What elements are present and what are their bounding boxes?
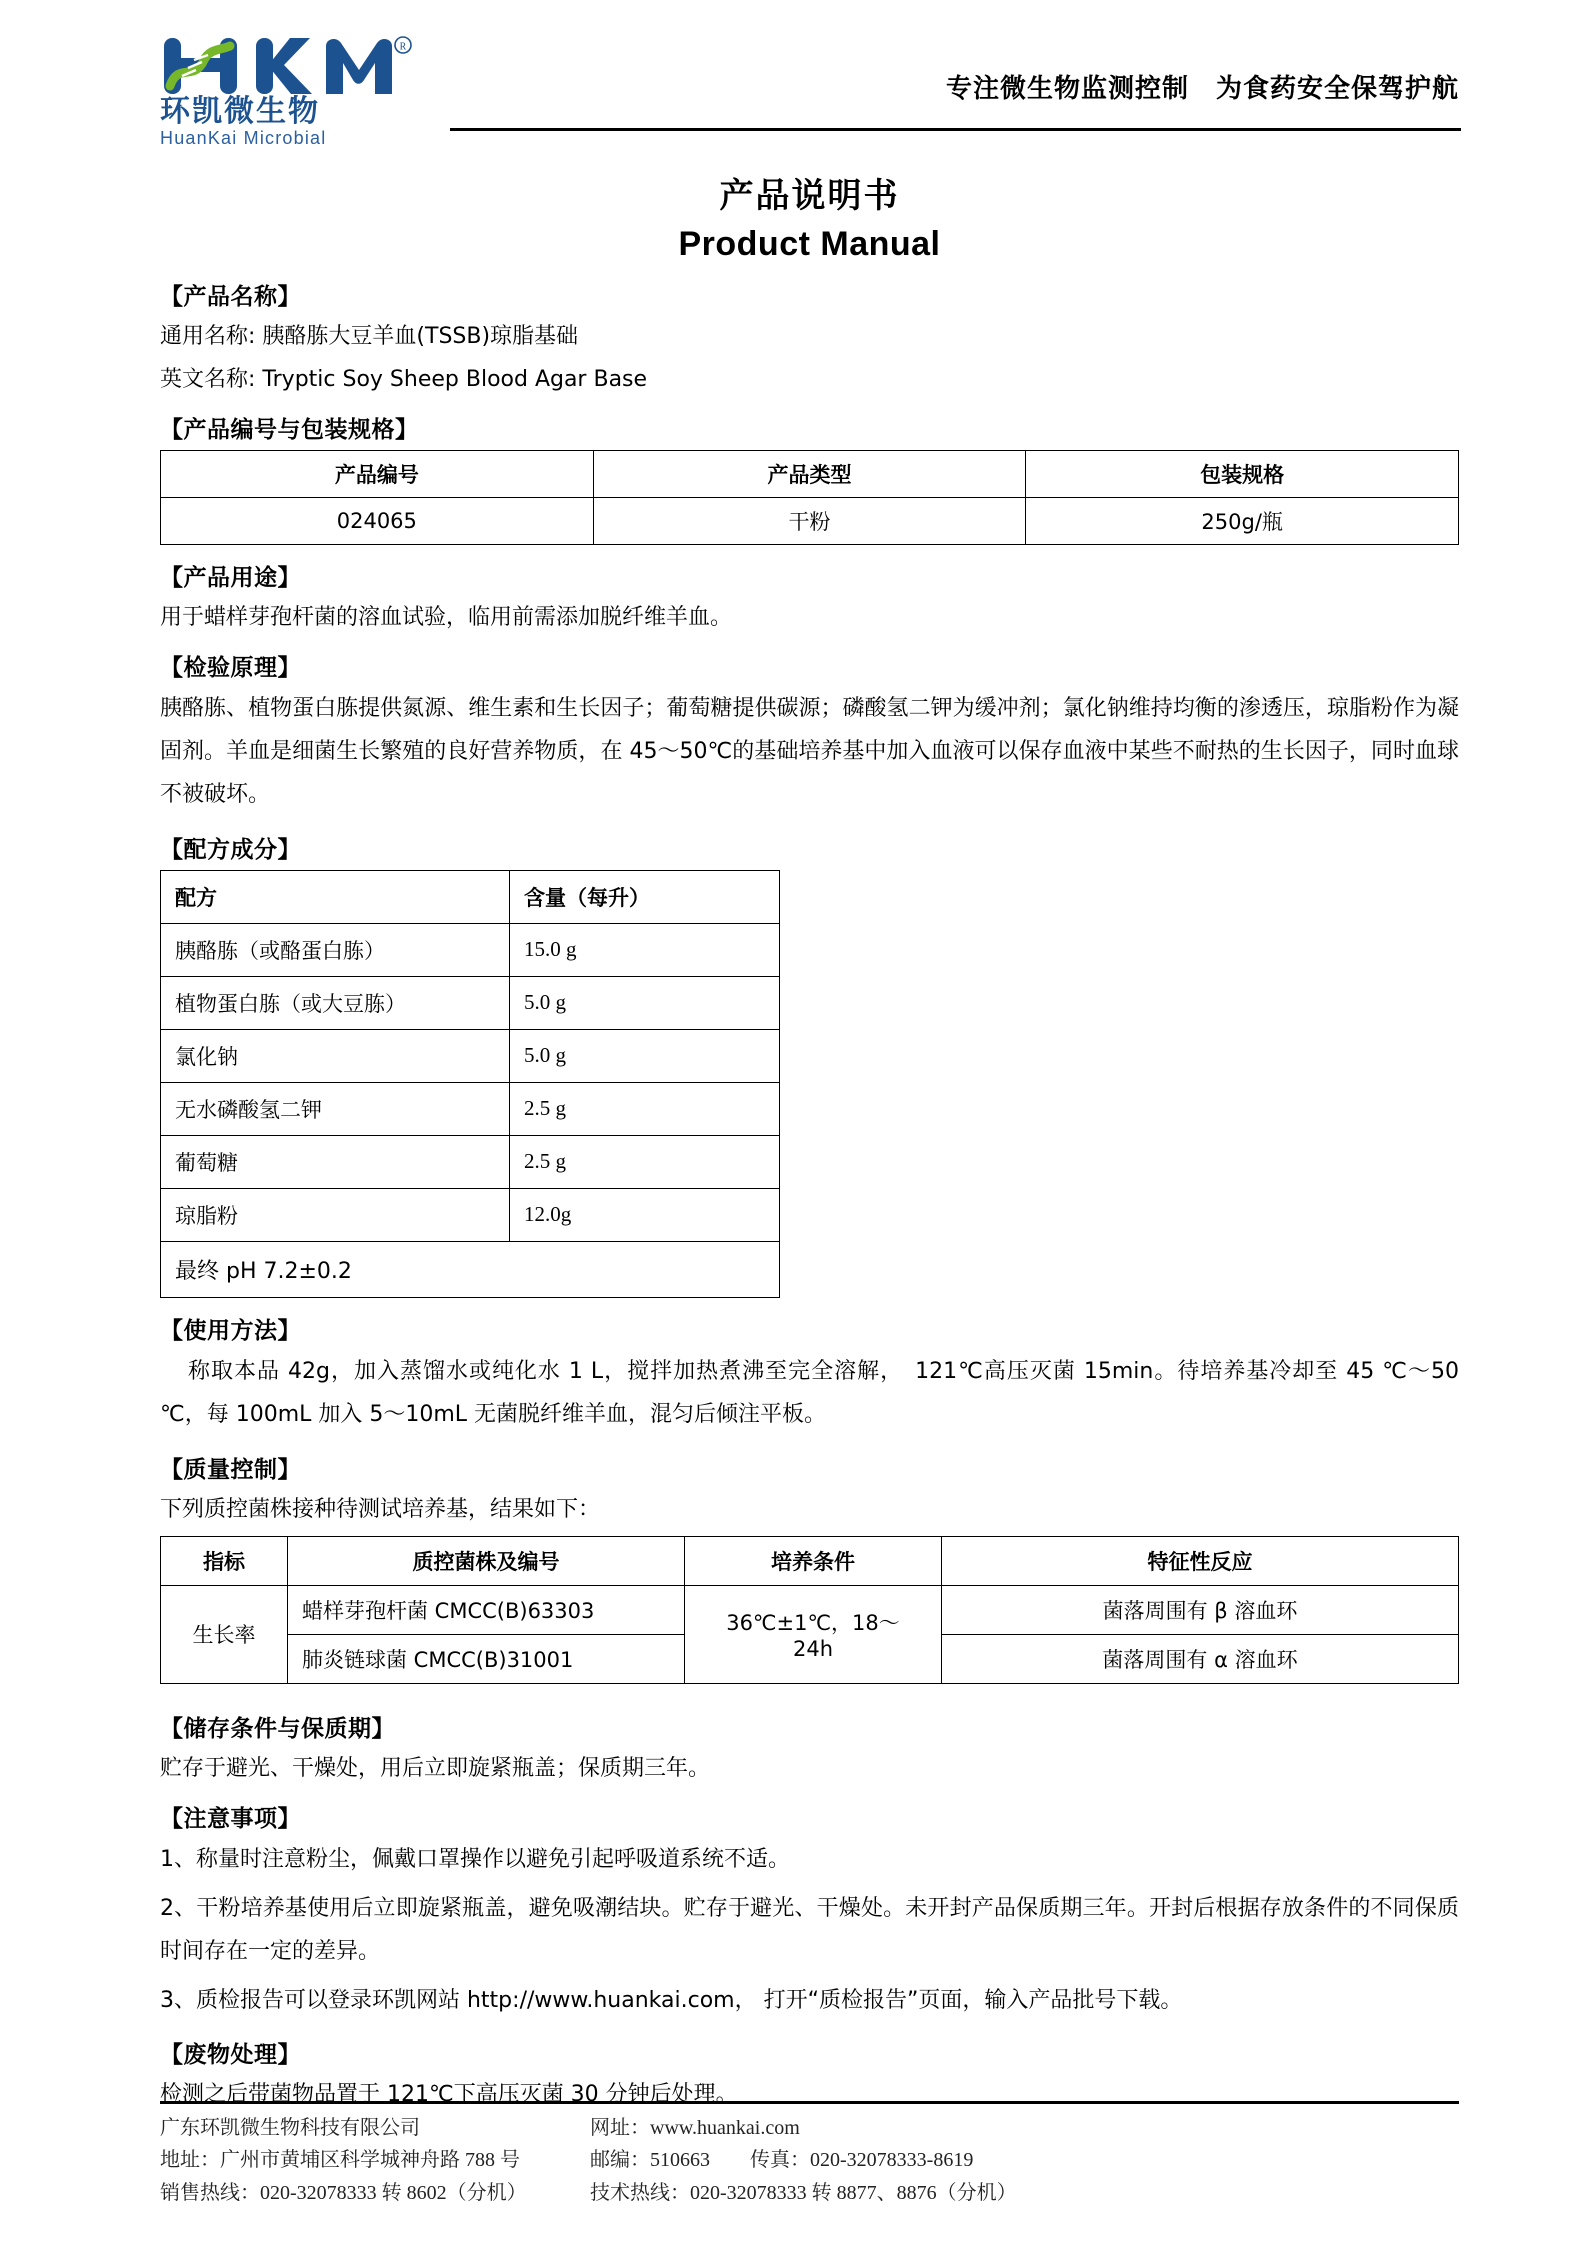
method-text: 称取本品 42g，加入蒸馏水或纯化水 1 L，搅拌加热煮沸至完全溶解， 121℃高压灭菌 15min。待培养基冷却至 45 ℃～50 ℃，每 100mL 加入 5～10mL 无菌脱纤维羊血，混匀后倾注平板。 (160, 1358, 1459, 1427)
footer-tech-hotline: 技术热线：020-32078333 转 8877、8876（分机） (590, 2181, 1017, 2204)
purpose-text: 用于蜡样芽孢杆菌的溶血试验，临用前需添加脱纤维羊血。 (160, 605, 733, 631)
product-english-name-row (160, 363, 1459, 397)
column-header-amount: 含量（每升） (510, 870, 780, 923)
page-title-chinese: 产品说明书 (719, 176, 900, 216)
english-name-label: 英文名称: (160, 367, 256, 393)
section-heading-spec: 【产品编号与包装规格】 (160, 417, 419, 444)
column-header-strain: 质控菌株及编号 (288, 1536, 685, 1585)
section-heading-principle: 【检验原理】 (160, 655, 301, 682)
footer-address: 地址：广州市黄埔区科学城神舟路 788 号 (160, 2149, 520, 2172)
section-heading-formula: 【配方成分】 (160, 836, 301, 863)
precaution-item: 2、干粉培养基使用后立即旋紧瓶盖，避免吸潮结块。贮存于避光、干燥处。未开封产品保质期三年。开封后根据存放条件的不同保质时间存在一定的差异。 (160, 1895, 1459, 1964)
cell-product-type: 干粉 (593, 498, 1026, 545)
section-heading-storage: 【储存条件与保质期】 (160, 1715, 395, 1742)
cell-culture-condition (685, 1585, 942, 1683)
logo-english-name: HuanKai Microbial (160, 127, 327, 148)
table-header-row (161, 451, 1459, 498)
quality-control-table (160, 1536, 1459, 1684)
footer-sales-hotline: 销售热线：020-32078333 转 8602（分机） (160, 2181, 527, 2204)
header-divider (450, 128, 1461, 131)
section-heading-quality-control: 【质量控制】 (160, 1456, 301, 1483)
footer-postcode-fax: 邮编：510663 传真：020-32078333-8619 (590, 2149, 974, 2172)
cell-ingredient-name: 葡萄糖 (161, 1135, 510, 1188)
column-header-reaction: 特征性反应 (942, 1536, 1459, 1585)
product-common-name-row (160, 320, 1459, 354)
table-row (161, 1585, 1459, 1634)
footer-company-name: 广东环凯微生物科技有限公司 (160, 2116, 420, 2139)
common-name-value: 胰酪胨大豆羊血(TSSB)琼脂基础 (262, 324, 579, 349)
cell-ingredient-name: 无水磷酸氢二钾 (161, 1082, 510, 1135)
column-header-ingredient: 配方 (161, 870, 510, 923)
column-header-condition: 培养条件 (685, 1536, 942, 1585)
common-name-label: 通用名称: (160, 324, 256, 349)
svg-text:R: R (399, 41, 407, 53)
footer-column-left (160, 2112, 590, 2209)
footer-column-right (590, 2112, 1459, 2209)
cell-final-ph: 最终 pH 7.2±0.2 (161, 1241, 780, 1297)
page-footer (160, 2101, 1459, 2209)
english-name-value: Tryptic Soy Sheep Blood Agar Base (262, 367, 648, 393)
cell-metric-growth-rate: 生长率 (161, 1585, 288, 1683)
hkm-logo-icon (160, 36, 438, 98)
precaution-item: 1、称量时注意粉尘，佩戴口罩操作以避免引起呼吸道系统不适。 (160, 1846, 790, 1872)
table-row (161, 1188, 780, 1241)
table-row (161, 498, 1459, 545)
cell-ingredient-amount: 5.0 g (510, 976, 780, 1029)
storage-text: 贮存于避光、干燥处，用后立即旋紧瓶盖；保质期三年。 (160, 1755, 711, 1781)
table-row-ph (161, 1241, 780, 1297)
column-header-product-code: 产品编号 (161, 451, 594, 498)
table-row (161, 1082, 780, 1135)
precaution-item: 3、质检报告可以登录环凯网站 http://www.huankai.com， 打开“质检报告”页面，输入产品批号下载。 (160, 1987, 1183, 2013)
cell-ingredient-name: 氯化钠 (161, 1029, 510, 1082)
principle-text: 胰酪胨、植物蛋白胨提供氮源、维生素和生长因子；葡萄糖提供碳源；磷酸氢二钾为缓冲剂；氯化钠维持均衡的渗透压，琼脂粉作为凝固剂。羊血是细菌生长繁殖的良好营养物质，在 45～50℃的基础培养基中加入血液可以保存血液中某些不耐热的生长因子，同时血球不被破坏。 (160, 696, 1459, 808)
footer-contact-grid (160, 2112, 1459, 2209)
column-header-package-spec: 包装规格 (1026, 451, 1459, 498)
section-heading-product-name: 【产品名称】 (160, 284, 301, 310)
header-slogan: 专注微生物监测控制 为食药安全保驾护航 (945, 74, 1459, 104)
table-row (161, 1029, 780, 1082)
section-heading-purpose: 【产品用途】 (160, 565, 301, 592)
company-logo (160, 36, 450, 148)
page-header (160, 30, 1459, 150)
table-header-row (161, 870, 780, 923)
table-row (161, 1135, 780, 1188)
section-heading-waste: 【废物处理】 (160, 2042, 301, 2069)
cell-package-spec: 250g/瓶 (1026, 498, 1459, 545)
waste-text: 检测之后带菌物品置于 121℃下高压灭菌 30 分钟后处理。 (160, 2082, 738, 2108)
table-header-row (161, 1536, 1459, 1585)
cell-ingredient-amount: 2.5 g (510, 1135, 780, 1188)
spec-table (160, 450, 1459, 545)
section-heading-method: 【使用方法】 (160, 1317, 301, 1344)
quality-control-intro: 下列质控菌株接种待测试培养基，结果如下： (160, 1496, 601, 1522)
cell-strain: 蜡样芽孢杆菌 CMCC(B)63303 (288, 1585, 685, 1634)
cell-ingredient-amount: 2.5 g (510, 1082, 780, 1135)
footer-website: 网址：www.huankai.com (590, 2116, 800, 2139)
column-header-product-type: 产品类型 (593, 451, 1026, 498)
cell-ingredient-amount: 5.0 g (510, 1029, 780, 1082)
table-row (161, 976, 780, 1029)
cell-ingredient-name: 胰酪胨（或酪蛋白胨） (161, 923, 510, 976)
cell-reaction: 菌落周围有 α 溶血环 (942, 1634, 1459, 1683)
cell-ingredient-amount: 15.0 g (510, 923, 780, 976)
cell-product-code: 024065 (161, 498, 594, 545)
cell-strain: 肺炎链球菌 CMCC(B)31001 (288, 1634, 685, 1683)
cell-ingredient-name: 琼脂粉 (161, 1188, 510, 1241)
table-row (161, 923, 780, 976)
condition-line-2: 24h (792, 1637, 834, 1662)
cell-ingredient-amount: 12.0g (510, 1188, 780, 1241)
column-header-metric: 指标 (161, 1536, 288, 1585)
cell-ingredient-name: 植物蛋白胨（或大豆胨） (161, 976, 510, 1029)
condition-line-1: 36℃±1℃，18～ (726, 1611, 900, 1636)
section-heading-precautions: 【注意事项】 (160, 1805, 301, 1832)
footer-divider (160, 2101, 1459, 2104)
page-title-english: Product Manual (678, 225, 941, 263)
formula-table (160, 870, 780, 1298)
cell-reaction: 菌落周围有 β 溶血环 (942, 1585, 1459, 1634)
logo-chinese-name: 环凯微生物 (160, 95, 320, 128)
